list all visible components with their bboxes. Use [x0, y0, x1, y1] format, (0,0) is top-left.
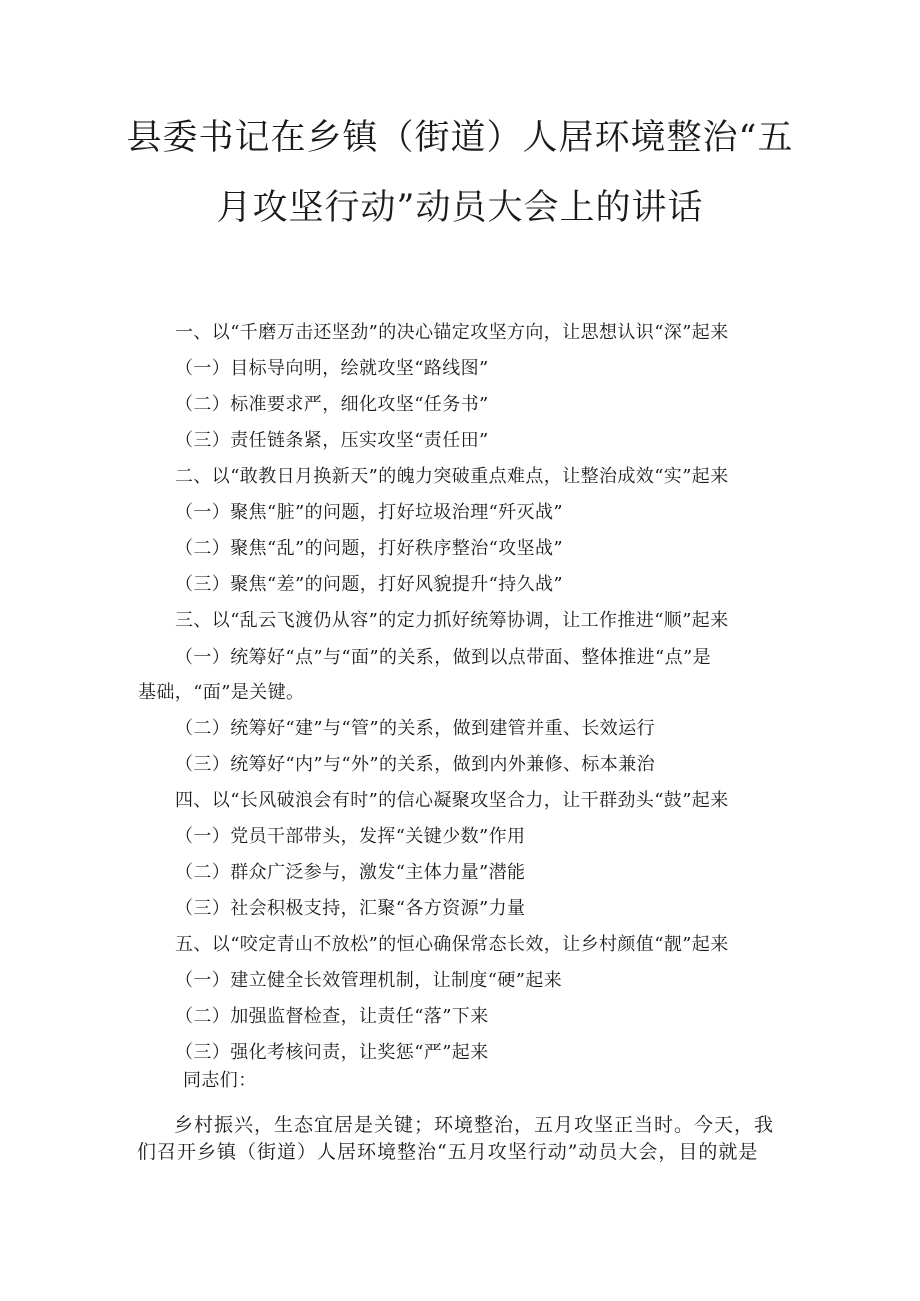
document-title-line-1: 县委书记在乡镇（街道）人居环境整治“五 — [126, 118, 794, 158]
outline-item-4-2: （二）群众广泛参与，激发“主体力量”潜能 — [175, 862, 526, 883]
outline-section-5: 五、以“咬定青山不放松”的恒心确保常态长效，让乡村颜值“靓”起来 — [175, 934, 729, 955]
outline-item-4-1: （一）党员干部带头，发挥“关键少数”作用 — [175, 826, 526, 847]
outline-section-2: 二、以“敢教日月换新天”的魄力突破重点难点，让整治成效“实”起来 — [175, 466, 729, 487]
outline-item-5-1: （一）建立健全长效管理机制，让制度“硬”起来 — [175, 970, 563, 991]
outline-section-4: 四、以“长风破浪会有时”的信心凝聚攻坚合力，让干群劲头“鼓”起来 — [175, 790, 729, 811]
outline-item-3-3: （三）统筹好“内”与“外”的关系，做到内外兼修、标本兼治 — [175, 754, 656, 775]
outline-item-5-2: （二）加强监督检查，让责任“落”下来 — [175, 1006, 489, 1027]
outline-item-3-1-continued: 基础，“面”是关键。 — [138, 682, 305, 703]
outline-item-3-1: （一）统筹好“点”与“面”的关系，做到以点带面、整体推进“点”是 — [175, 647, 712, 668]
outline-item-5-3: （三）强化考核问责，让奖惩“严”起来 — [175, 1042, 489, 1063]
outline-item-1-2: （二）标准要求严，细化攻坚“任务书” — [175, 394, 489, 415]
body-paragraph-line-1: 乡村振兴，生态宜居是关键；环境整治，五月攻坚正当时。今天，我 — [174, 1114, 775, 1136]
salutation: 同志们： — [183, 1070, 257, 1091]
outline-section-3: 三、以“乱云飞渡仍从容”的定力抓好统筹协调，让工作推进“顺”起来 — [175, 610, 729, 631]
outline-item-1-3: （三）责任链条紧，压实攻坚“责任田” — [175, 430, 489, 451]
document-title-line-2: 月攻坚行动”动员大会上的讲话 — [216, 188, 704, 228]
outline-item-2-2: （二）聚焦“乱”的问题，打好秩序整治“攻坚战” — [175, 538, 564, 559]
outline-item-2-3: （三）聚焦“差”的问题，打好风貌提升“持久战” — [175, 574, 564, 595]
body-paragraph-line-2: 们召开乡镇（街道）人居环境整治“五月攻坚行动”动员大会，目的就是 — [137, 1141, 759, 1163]
outline-item-4-3: （三）社会积极支持，汇聚“各方资源”力量 — [175, 898, 526, 919]
outline-item-3-2: （二）统筹好“建”与“管”的关系，做到建管并重、长效运行 — [175, 718, 656, 739]
outline-section-1: 一、以“千磨万击还坚劲”的决心锚定攻坚方向，让思想认识“深”起来 — [175, 322, 729, 343]
outline-item-1-1: （一）目标导向明，绘就攻坚“路线图” — [175, 358, 489, 379]
outline-item-2-1: （一）聚焦“脏”的问题，打好垃圾治理“歼灭战” — [175, 502, 564, 523]
